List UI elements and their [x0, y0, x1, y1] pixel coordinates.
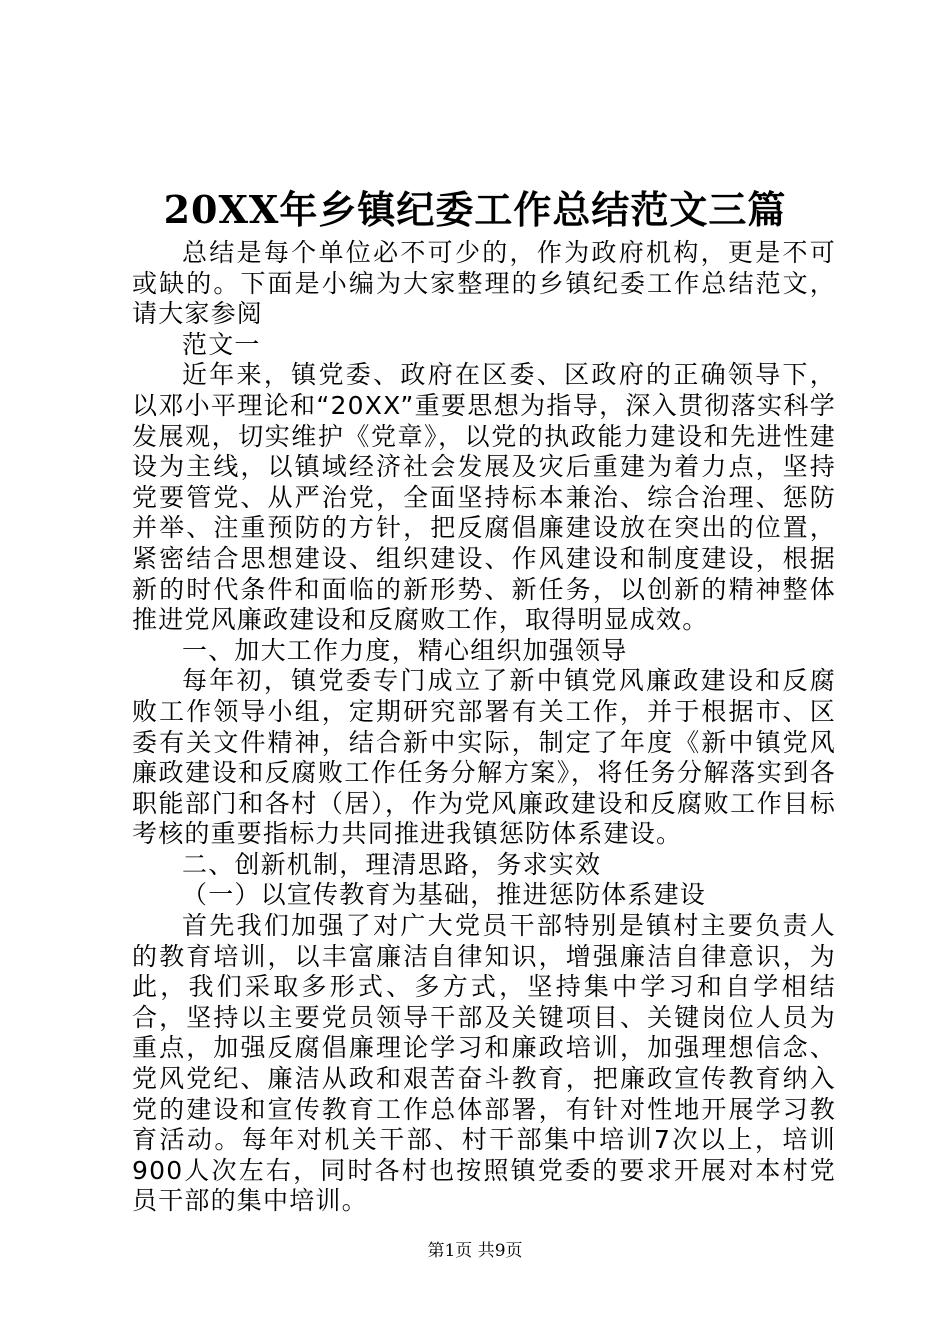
paragraph-intro: 总结是每个单位必不可少的，作为政府机构，更是不可或缺的。下面是小编为大家整理的乡镇纪委工作总结范文，请大家参阅: [132, 238, 836, 329]
document-body: [132, 238, 836, 1217]
paragraph-2-1: 首先我们加强了对广大党员干部特别是镇村主要负责人的教育培训，以丰富廉洁自律知识，增强廉洁自律意识，为此，我们采取多形式、多方式，坚持集中学习和自学相结合，坚持以主要党员领导干部及关键项目、关键岗位人员为重点，加强反腐倡廉理论学习和廉政培训，加强理想信念、党风党纪、廉洁从政和艰苦奋斗教育，把廉政宣传教育纳入党的建设和宣传教育工作总体部署，有针对性地开展学习教育活动。每年对机关干部、村干部集中培训7次以上，培训900人次左右，同时各村也按照镇党委的要求开展对本村党员干部的集中培训。: [132, 911, 836, 1216]
paragraph-overview: 近年来，镇党委、政府在区委、区政府的正确领导下，以邓小平理论和“20XX”重要思想为指导，深入贯彻落实科学发展观，切实维护《党章》，以党的执政能力建设和先进性建设为主线，以镇域经济社会发展及灾后重建为着力点，坚持党要管党、从严治党，全面坚持标本兼治、综合治理、惩防并举、注重预防的方针，把反腐倡廉建设放在突出的位置，紧密结合思想建设、组织建设、作风建设和制度建设，根据新的时代条件和面临的新形势、新任务，以创新的精神整体推进党风廉政建设和反腐败工作，取得明显成效。: [132, 360, 836, 635]
paragraph-section-label: 范文一: [182, 329, 261, 359]
heading-section-1: 一、加大工作力度，精心组织加强领导: [182, 635, 628, 665]
paragraph-section-1: 每年初，镇党委专门成立了新中镇党风廉政建设和反腐败工作领导小组，定期研究部署有关工作，并于根据市、区委有关文件精神，结合新中实际，制定了年度《新中镇党风廉政建设和反腐败工作任务分解方案》，将任务分解落实到各职能部门和各村（居），作为党风廉政建设和反腐败工作目标考核的重要指标力共同推进我镇惩防体系建设。: [132, 666, 836, 849]
document-title: 20XX年乡镇纪委工作总结范文三篇: [163, 187, 787, 232]
heading-section-2: 二、创新机制，理清思路，务求实效: [182, 849, 602, 879]
subheading-2-1: （一）以宣传教育为基础，推进惩防体系建设: [182, 880, 707, 910]
page-footer: 第1页 共9页: [427, 1241, 523, 1261]
